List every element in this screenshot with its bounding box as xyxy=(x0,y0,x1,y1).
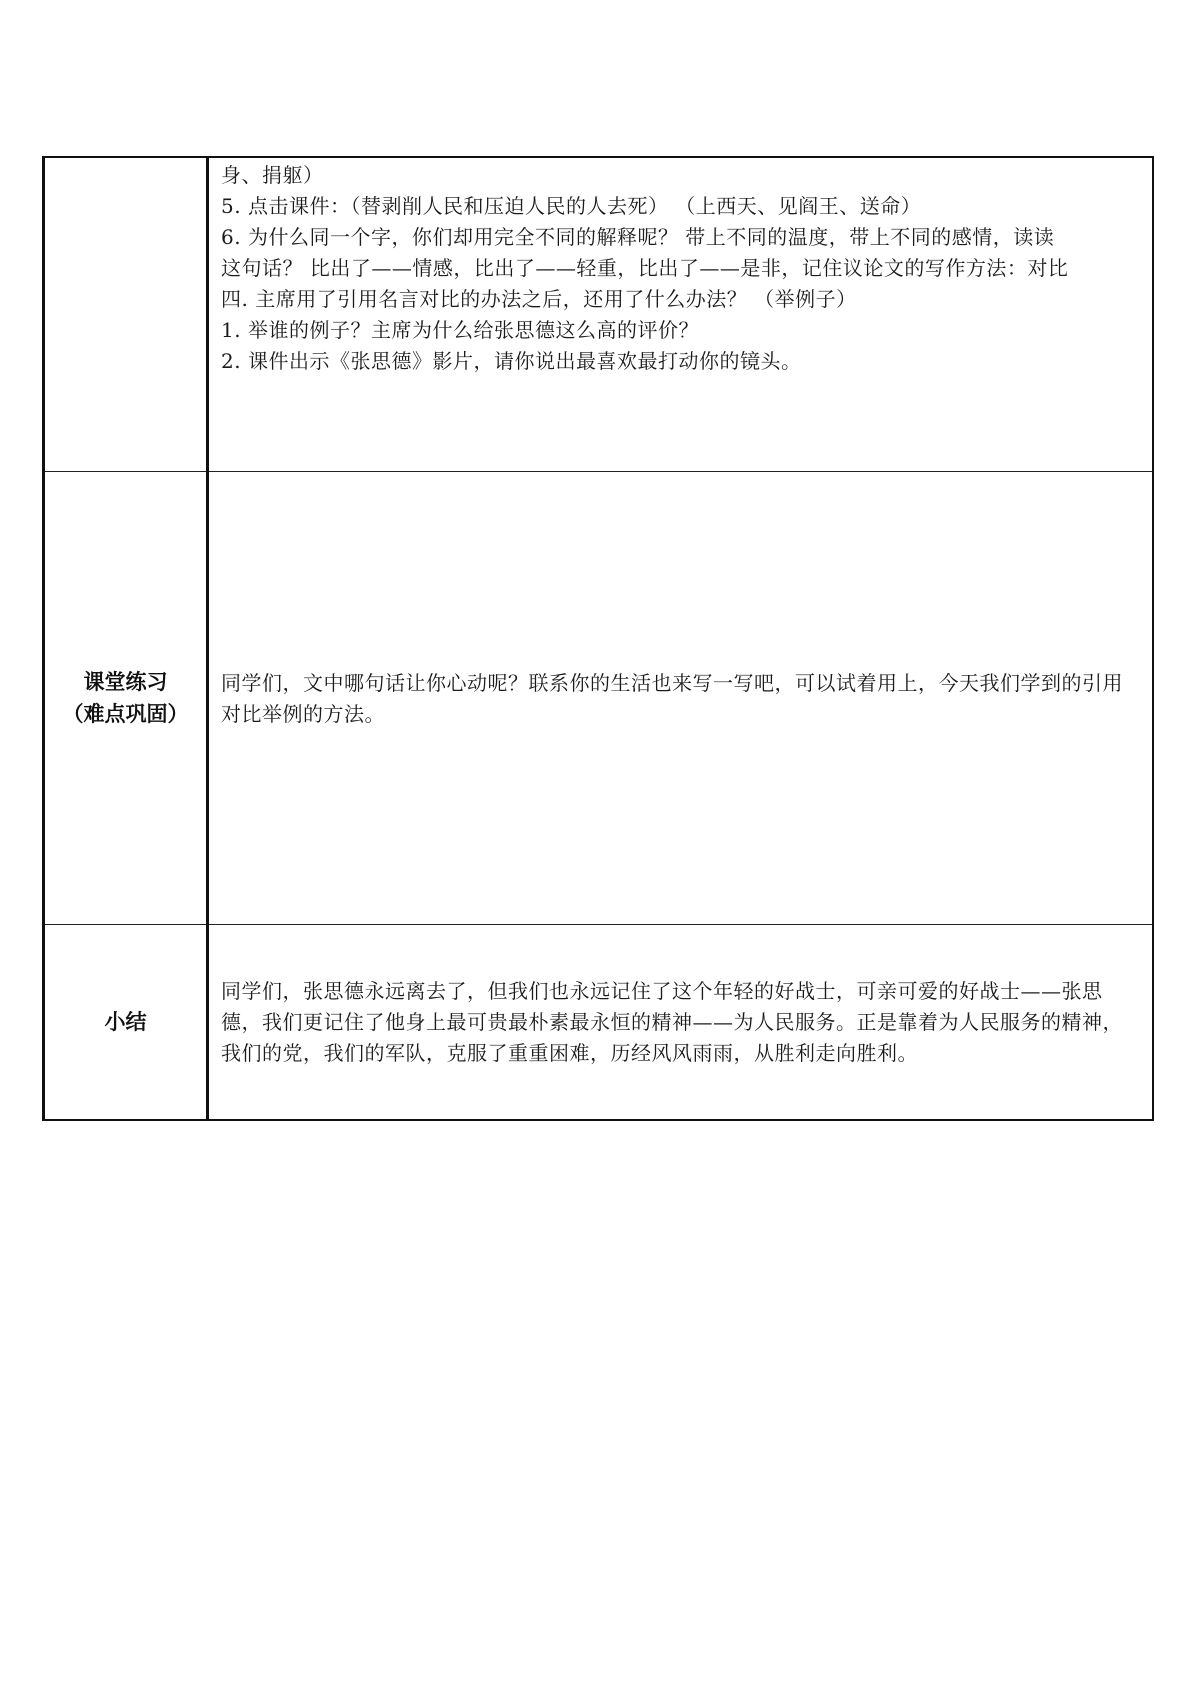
content-line: 1. 举谁的例子？主席为什么给张思德这么高的评价？ xyxy=(221,318,699,342)
content-line: 身、捐躯） xyxy=(221,163,324,187)
table-row-summary xyxy=(44,924,1154,1120)
row-label-empty xyxy=(44,157,208,471)
row-label-classroom-practice xyxy=(44,471,208,924)
label-line: （难点巩固） xyxy=(62,701,189,726)
content-line: 5. 点击课件：（替剥削人民和压迫人民的人去死） （上西天、见阎王、送命） xyxy=(221,194,922,218)
classroom-practice-content xyxy=(208,471,1154,924)
lesson-plan-table xyxy=(42,156,1154,1121)
summary-text: 同学们，张思德永远离去了，但我们也永远记住了这个年轻的好战士，可亲可爱的好战士——张思德，我们更记住了他身上最可贵最朴素最永恒的精神——为人民服务。正是靠着为人民服务的精神，我们的党，我们的军队，克服了重重困难，历经风风雨雨，从胜利走向胜利。 xyxy=(221,979,1123,1066)
teaching-process-content xyxy=(208,157,1154,471)
summary-content xyxy=(208,924,1154,1120)
content-line: 四. 主席用了引用名言对比的办法之后，还用了什么办法？ （举例子） xyxy=(221,287,857,311)
label-line: 课堂练习 xyxy=(83,669,168,694)
row-label-summary: 小结 xyxy=(44,924,208,1120)
content-line: 6. 为什么同一个字，你们却用完全不同的解释呢？ 带上不同的温度，带上不同的感情，读读 xyxy=(221,225,1055,249)
table-row-teaching-process xyxy=(44,157,1154,471)
content-line: 2. 课件出示《张思德》影片，请你说出最喜欢最打动你的镜头。 xyxy=(221,349,802,373)
practice-text: 同学们，文中哪句话让你心动呢？联系你的生活也来写一写吧，可以试着用上，今天我们学到的引用对比举例的方法。 xyxy=(221,670,1123,726)
content-line: 这句话？ 比出了——情感，比出了——轻重，比出了——是非，记住议论文的写作方法：对比 xyxy=(221,256,1069,280)
table-row-classroom-practice xyxy=(44,471,1154,924)
